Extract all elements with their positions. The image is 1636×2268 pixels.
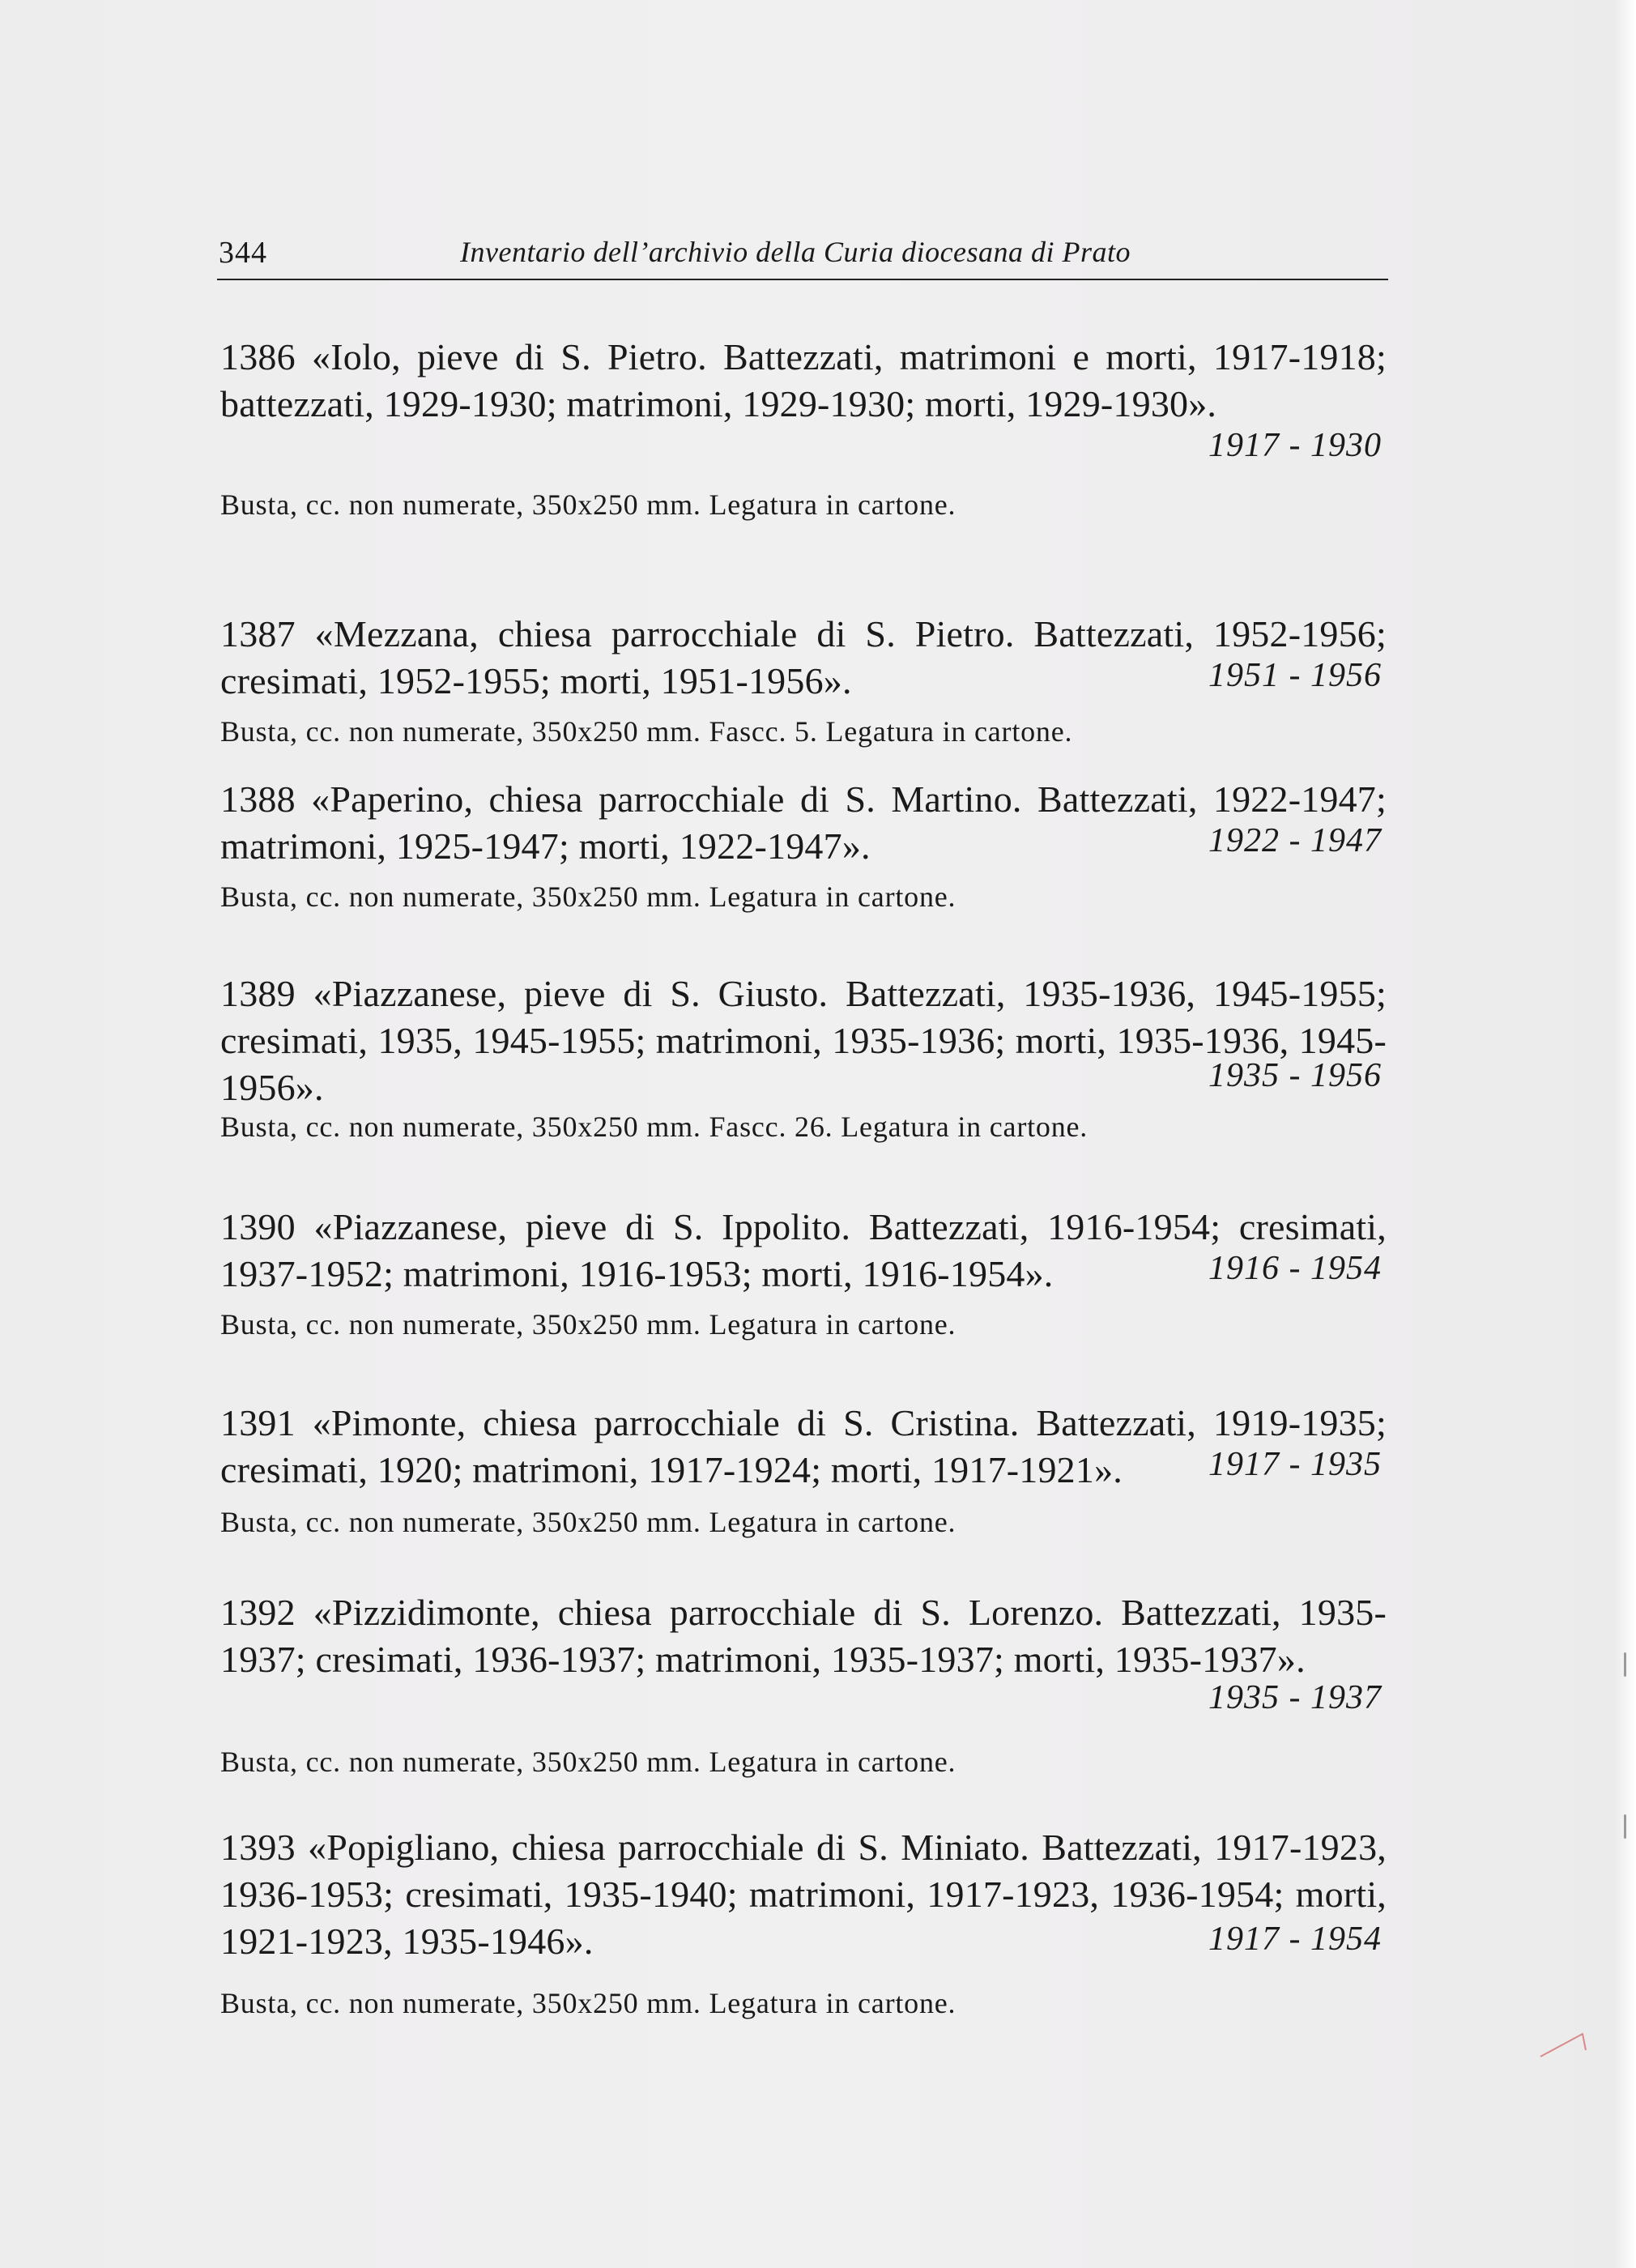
- inventory-entry: [220, 1824, 1387, 2035]
- inventory-entry: [220, 970, 1387, 1149]
- entry-date-range: 1917 - 1935: [1208, 1446, 1382, 1483]
- entry-text: 1390 «Piazzanese, pieve di S. Ippolito. Battezzati, 1916-1954; cresimati, 1937-1952; matrimoni, 1916-1953; morti, 1916-1954».: [220, 1206, 1387, 1294]
- page-number: 344: [219, 236, 267, 270]
- entry-date-range: 1917 - 1954: [1208, 1921, 1382, 1958]
- entry-description: Busta, cc. non numerate, 350x250 mm. Fascc. 26. Legatura in cartone.: [220, 1111, 1089, 1143]
- entry-date-range: 1916 - 1954: [1208, 1250, 1382, 1287]
- entry-text: 1387 «Mezzana, chiesa parrocchiale di S. Pietro. Battezzati, 1952-1956; cresimati, 1952-1955; morti, 1951-1956».: [220, 613, 1387, 701]
- inventory-entry: [220, 334, 1387, 528]
- entry-description: Busta, cc. non numerate, 350x250 mm. Legatura in cartone.: [220, 880, 956, 913]
- entry-date-range: 1935 - 1956: [1208, 1057, 1382, 1094]
- entry-description: Busta, cc. non numerate, 350x250 mm. Legatura in cartone.: [220, 1308, 956, 1341]
- entry-text: 1393 «Popigliano, chiesa parrocchiale di S. Miniato. Battezzati, 1917-1923, 1936-1953; cresimati, 1935-1940; matrimoni, 1917-1923, 1936-1954; morti, 1921-1923, 1935-1946».: [220, 1827, 1387, 1962]
- entry-text: 1389 «Piazzanese, pieve di S. Giusto. Battezzati, 1935-1936, 1945-1955; cresimati, 1935, 1945-1955; matrimoni, 1935-1936; morti, 1935-1936, 1945-1956».: [220, 973, 1387, 1108]
- inventory-entry: [220, 1400, 1387, 1537]
- inventory-entry: [220, 1204, 1387, 1341]
- entry-description: Busta, cc. non numerate, 350x250 mm. Legatura in cartone.: [220, 1746, 956, 1778]
- entry-description: Busta, cc. non numerate, 350x250 mm. Legatura in cartone.: [220, 1987, 956, 2019]
- entry-description: Busta, cc. non numerate, 350x250 mm. Fascc. 5. Legatura in cartone.: [220, 715, 1073, 748]
- entry-date-range: 1951 - 1956: [1208, 657, 1382, 694]
- inventory-entry: [220, 1589, 1387, 1784]
- page-header: [217, 233, 1388, 280]
- inventory-entry: [220, 611, 1387, 748]
- binding-hole-mark: [1624, 1652, 1626, 1677]
- entry-text: 1392 «Pizzidimonte, chiesa parrocchiale di S. Lorenzo. Battezzati, 1935-1937; cresimati, 1936-1937; matrimoni, 1935-1937; morti, 1935-1937».: [220, 1592, 1387, 1680]
- binding-hole-mark: [1624, 1814, 1626, 1839]
- entry-text: 1386 «Iolo, pieve di S. Pietro. Battezzati, matrimoni e morti, 1917-1918; battezzati, 1929-1930; matrimoni, 1929-1930; morti, 1929-1930».: [220, 336, 1387, 424]
- running-title: Inventario dell’archivio della Curia diocesana di Prato: [460, 236, 1131, 268]
- entry-date-range: 1935 - 1937: [1208, 1679, 1382, 1716]
- pencil-mark: [1539, 2029, 1587, 2061]
- entry-description: Busta, cc. non numerate, 350x250 mm. Legatura in cartone.: [220, 1506, 956, 1538]
- entry-date-range: 1917 - 1930: [1208, 427, 1382, 464]
- inventory-entry: [220, 776, 1387, 913]
- entry-date-range: 1922 - 1947: [1208, 822, 1382, 859]
- page-edge: [1615, 0, 1636, 2268]
- entry-description: Busta, cc. non numerate, 350x250 mm. Legatura in cartone.: [220, 488, 956, 521]
- entry-text: 1391 «Pimonte, chiesa parrocchiale di S. Cristina. Battezzati, 1919-1935; cresimati, 1920; matrimoni, 1917-1924; morti, 1917-1921».: [220, 1402, 1387, 1490]
- entry-text: 1388 «Paperino, chiesa parrocchiale di S. Martino. Battezzati, 1922-1947; matrimoni, 1925-1947; morti, 1922-1947».: [220, 778, 1387, 867]
